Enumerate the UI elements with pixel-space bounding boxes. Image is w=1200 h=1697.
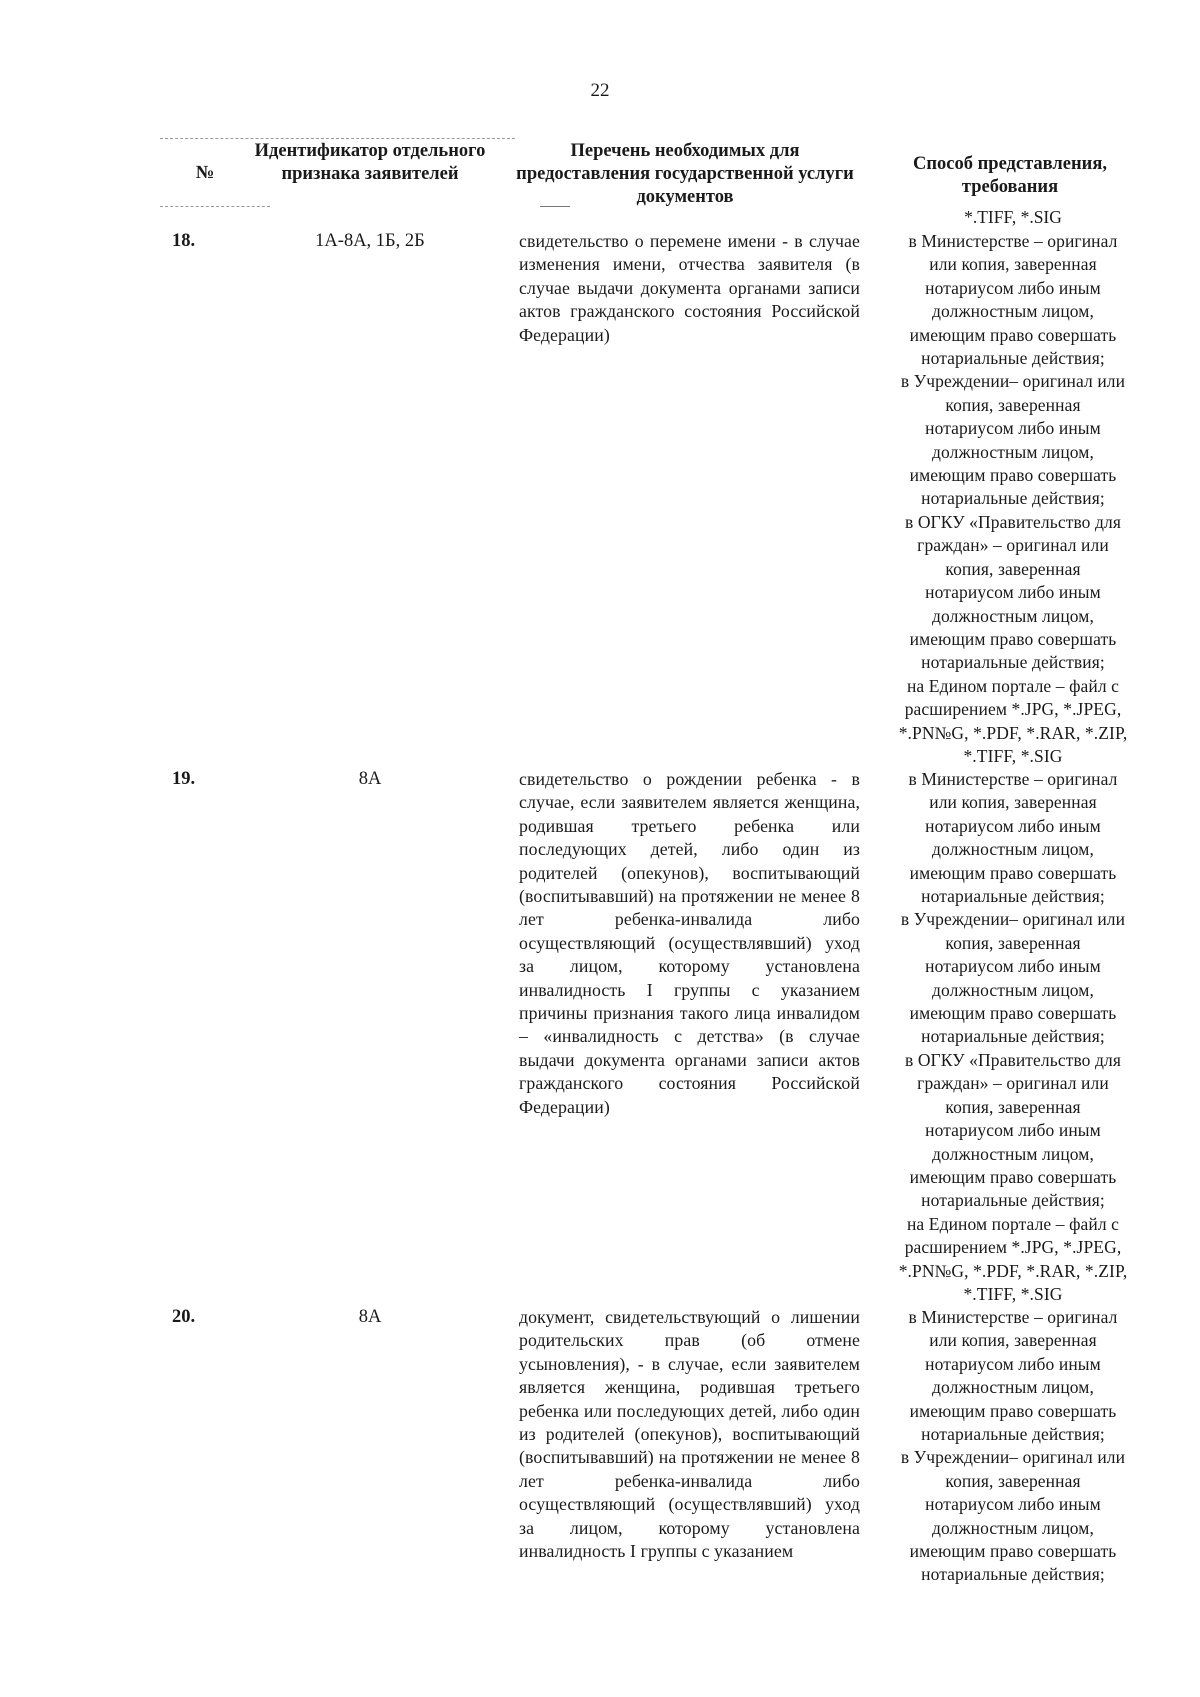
row-document: свидетельство о перемене имени - в случае изменения имени, отчества заявителя (в случае выдачи документа органами записи актов гражданского состояния Российской Федерации) [519, 231, 860, 345]
method-line: в ОГКУ «Правительство для [904, 511, 1121, 532]
method-line: нотариусом либо иным [925, 582, 1101, 603]
method-line: нотариусом либо иным [925, 277, 1101, 298]
method-line: имеющим право совершать [909, 324, 1117, 345]
method-line: нотариальные действия; [921, 1190, 1105, 1211]
method-line: нотариусом либо иным [925, 815, 1101, 836]
method-line: *.TIFF, *.SIG [963, 1283, 1063, 1304]
method-line: должностным лицом, [932, 839, 1094, 860]
method-line: нотариальные действия; [921, 1564, 1105, 1585]
method-line: или копия, заверенная [929, 254, 1097, 275]
method-line: нотариусом либо иным [925, 418, 1101, 439]
method-line: нотариусом либо иным [925, 1120, 1101, 1141]
method-line: нотариальные действия; [921, 488, 1105, 509]
method-line: нотариусом либо иным [925, 1494, 1101, 1515]
method-line: на Едином портале – файл с [906, 675, 1120, 696]
row-identifier: 8А [358, 769, 382, 789]
row-number: 20. [172, 1307, 196, 1327]
method-line: нотариальные действия; [921, 886, 1105, 907]
method-line: должностным лицом, [932, 441, 1094, 462]
row-number: 18. [172, 231, 196, 251]
method-line: в ОГКУ «Правительство для [904, 1049, 1121, 1070]
method-line: расширением *.JPG, *.JPEG, [904, 1237, 1122, 1258]
page-number: 22 [590, 80, 610, 101]
header-top-rule [160, 138, 515, 139]
method-line: должностным лицом, [932, 1143, 1094, 1164]
row-method [880, 1306, 1146, 1587]
method-line: граждан» – оригинал или [917, 535, 1109, 556]
method-line: копия, заверенная [945, 1096, 1081, 1117]
method-line: имеющим право совершать [909, 1003, 1117, 1024]
row-method [880, 768, 1146, 1306]
header-documents: Перечень необходимых для предоставления государственной услуги документов [516, 141, 854, 207]
method-line: в Министерстве – оригинал [908, 231, 1118, 251]
method-line: граждан» – оригинал или [917, 1073, 1109, 1094]
method-line: должностным лицом, [932, 1517, 1094, 1538]
method-line: имеющим право совершать [909, 628, 1117, 649]
method-line: нотариальные действия; [921, 652, 1105, 673]
method-line: копия, заверенная [945, 558, 1081, 579]
method-line: в Министерстве – оригинал [908, 769, 1118, 789]
header-method: Способ представления, требования [913, 154, 1107, 197]
header-identifier: Идентификатор отдельного признака заявителей [254, 141, 486, 184]
method-line: нотариусом либо иным [925, 956, 1101, 977]
header-bottom-rule-left [160, 206, 270, 207]
method-line: нотариальные действия; [921, 1424, 1105, 1445]
row-identifier: 8А [358, 1307, 382, 1327]
method-line: копия, заверенная [945, 932, 1081, 953]
method-line: нотариусом либо иным [925, 1353, 1101, 1374]
method-line: имеющим право совершать [909, 465, 1117, 486]
method-line: расширением *.JPG, *.JPEG, [904, 699, 1122, 720]
method-line: имеющим право совершать [909, 1166, 1117, 1187]
method-line: в Учреждении– оригинал или [900, 371, 1126, 392]
method-line: должностным лицом, [932, 979, 1094, 1000]
method-line: должностным лицом, [932, 1377, 1094, 1398]
row-document: документ, свидетельствующий о лишении родительских прав (об отмене усыновления), - в случае, если заявителем является женщина, родившая третьего ребенка или последующих детей, либо один из родителей (опекунов), воспитывающий (воспитывавший) на протяжении не менее 8 лет ребенка-инвалида либо осуществляющий (осуществлявший) уход за лицом, которому установлена инвалидность I группы с указанием [519, 1307, 860, 1562]
row-method [880, 230, 1146, 768]
method-line: копия, заверенная [945, 394, 1081, 415]
row-number: 19. [172, 769, 196, 789]
method-line: *.PN№G, *.PDF, *.RAR, *.ZIP, [898, 722, 1128, 743]
method-line: в Министерстве – оригинал [908, 1307, 1118, 1327]
method-line: в Учреждении– оригинал или [900, 1447, 1126, 1468]
row-document: свидетельство о рождении ребенка - в случае, если заявителем является женщина, родившая третьего ребенка или последующих детей, либо один из родителей (опекунов), воспитывающий (воспитывавший) на протяжении не менее 8 лет ребенка-инвалида либо осуществляющий (осуществлявший) уход за лицом, которому установлена инвалидность I группы с указанием причины признания такого лица инвалидом – «инвалидность с детства» (в случае выдачи документа органами записи актов гражданского состояния Российской Федерации) [519, 769, 860, 1117]
method-line: на Едином портале – файл с [906, 1213, 1120, 1234]
method-line: *.PN№G, *.PDF, *.RAR, *.ZIP, [898, 1260, 1128, 1281]
method-line: должностным лицом, [932, 605, 1094, 626]
method-line: имеющим право совершать [909, 862, 1117, 883]
method-line: копия, заверенная [945, 1470, 1081, 1491]
method-line: *.TIFF, *.SIG [963, 745, 1063, 766]
method-line: должностным лицом, [932, 301, 1094, 322]
method-line: имеющим право совершать [909, 1400, 1117, 1421]
carryover-text: *.TIFF, *.SIG [964, 207, 1062, 227]
method-line: имеющим право совершать [909, 1541, 1117, 1562]
method-line: нотариальные действия; [921, 348, 1105, 369]
method-line: или копия, заверенная [929, 792, 1097, 813]
method-line: нотариальные действия; [921, 1026, 1105, 1047]
row-identifier: 1А-8А, 1Б, 2Б [315, 231, 425, 251]
method-line: в Учреждении– оригинал или [900, 909, 1126, 930]
method-line: или копия, заверенная [929, 1330, 1097, 1351]
header-number: № [195, 163, 215, 183]
